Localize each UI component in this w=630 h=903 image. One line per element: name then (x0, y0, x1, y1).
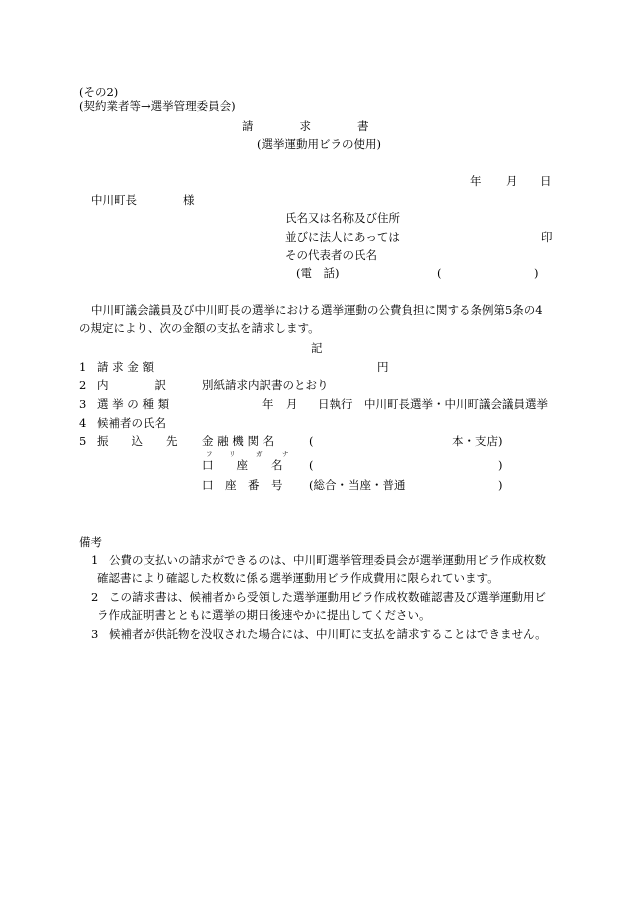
note-1-line-a: 公費の支払いの請求ができるのは、中川町選挙管理委員会が選挙運動用ビラ作成枚数 (109, 553, 546, 567)
note-2-line-b: ラ作成証明書とともに選挙の期日後速やかに提出してください。 (97, 608, 431, 622)
item-3-label: 選 挙 の 種 類 (97, 397, 170, 411)
account-type-options: (総合・当座・普通 (309, 478, 406, 492)
item-4-label: 候補者の氏名 (97, 416, 166, 430)
item-1-yen: 円 (377, 360, 389, 374)
bank-name-label: 金 融 機 関 名 (202, 434, 275, 448)
account-name-open-paren: ( (309, 458, 314, 472)
item-1-label: 請 求 金 額 (97, 360, 154, 374)
account-number-label: 口 座 番 号 (202, 478, 283, 492)
phone-open-paren: ( (437, 266, 442, 280)
seal-mark: 印 (541, 230, 553, 244)
document-title: 請 求 書 (242, 119, 369, 133)
item-4-number: 4 (79, 416, 87, 430)
item-1-number: 1 (79, 360, 87, 374)
note-3-number: 3 (91, 627, 99, 641)
furigana-ri: リ (229, 450, 236, 458)
notes-heading: 備考 (79, 535, 102, 549)
ki-heading: 記 (311, 341, 323, 355)
bank-open-paren: ( (309, 434, 314, 448)
bank-branch: 本・支店) (452, 434, 503, 448)
account-name-close-paren: ) (498, 458, 503, 472)
body-line-2: の規定により、次の金額の支払を請求します。 (79, 321, 320, 335)
note-1-line-b: 確認書により確認した枚数に係る選挙運動用ビラ作成費用に限られています。 (97, 571, 499, 585)
date-month: 月 (506, 174, 518, 188)
furigana-na: ナ (282, 450, 289, 458)
item-2-value: 別紙請求内訳書のとおり (202, 378, 329, 392)
item-5-number: 5 (79, 434, 87, 448)
item-3-number: 3 (79, 397, 87, 411)
item-2-number: 2 (79, 378, 87, 392)
applicant-line-2: 並びに法人にあっては (285, 230, 400, 244)
addressee-name: 中川町長 (91, 193, 137, 207)
item-3-month: 月 (286, 397, 298, 411)
note-2-number: 2 (91, 590, 99, 604)
date-day: 日 (540, 174, 552, 188)
furigana-fu: フ (206, 450, 213, 458)
phone-label: (電 話) (296, 266, 340, 280)
date-year: 年 (470, 174, 482, 188)
furigana-ga: ガ (256, 450, 263, 458)
applicant-line-1: 氏名又は名称及び住所 (285, 211, 400, 225)
account-name-label: 口 座 名 (202, 458, 283, 472)
route-note: (契約業者等→選挙管理委員会) (79, 99, 236, 113)
phone-close-paren: ) (534, 266, 539, 280)
document-subtitle: (選挙運動用ビラの使用) (257, 137, 381, 151)
note-1-number: 1 (91, 553, 99, 567)
body-line-1: 中川町議会議員及び中川町長の選挙における選挙運動の公費負担に関する条例第5条の4 (91, 303, 543, 317)
item-3-value: 日執行 中川町長選挙・中川町議会議員選挙 (318, 397, 548, 411)
applicant-line-3: その代表者の氏名 (285, 248, 377, 262)
item-2-label: 内 訳 (97, 378, 166, 392)
item-5-label: 振 込 先 (97, 434, 178, 448)
account-number-close-paren: ) (498, 478, 503, 492)
note-3-line-a: 候補者が供託物を没収された場合には、中川町に支払を請求することはできません。 (109, 627, 547, 641)
note-2-line-a: この請求書は、候補者から受領した選挙運動用ビラ作成枚数確認書及び選挙運動用ビ (109, 590, 546, 604)
item-3-year: 年 (262, 397, 274, 411)
addressee-honorific: 様 (183, 193, 195, 207)
part-number: (その2) (79, 85, 119, 99)
